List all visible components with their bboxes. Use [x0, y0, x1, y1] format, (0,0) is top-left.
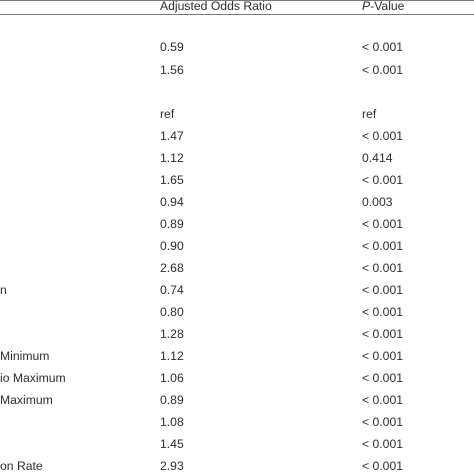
row-label: Maximum — [0, 393, 53, 407]
row-odds-ratio: 1.08 — [160, 415, 184, 429]
row-p-value: < 0.001 — [362, 305, 404, 319]
table-row — [0, 258, 474, 278]
table-row — [0, 390, 474, 410]
row-odds-ratio: ref — [160, 107, 175, 121]
row-odds-ratio: 0.59 — [160, 40, 184, 54]
row-p-value: < 0.001 — [362, 393, 404, 407]
header-p-value — [362, 0, 404, 13]
row-p-value: < 0.001 — [362, 40, 404, 54]
row-label: io Maximum — [0, 371, 66, 385]
table-row — [0, 456, 474, 474]
row-odds-ratio: 2.93 — [160, 459, 184, 473]
table-row — [0, 37, 474, 57]
row-p-value: < 0.001 — [362, 371, 404, 385]
table-row — [0, 214, 474, 234]
table-row — [0, 368, 474, 388]
row-p-value: < 0.001 — [362, 217, 404, 231]
header-adjusted-odds-ratio: Adjusted Odds Ratio — [160, 0, 272, 13]
row-p-value: 0.414 — [362, 151, 393, 165]
table-row — [0, 302, 474, 322]
row-odds-ratio: 2.68 — [160, 261, 184, 275]
row-p-value: < 0.001 — [362, 173, 404, 187]
row-p-value: < 0.001 — [362, 415, 404, 429]
header-rule — [0, 14, 474, 15]
table-row — [0, 104, 474, 124]
row-odds-ratio: 1.12 — [160, 349, 184, 363]
row-p-value: < 0.001 — [362, 283, 404, 297]
table-row — [0, 126, 474, 146]
row-odds-ratio: 1.56 — [160, 63, 184, 77]
row-label: Minimum — [0, 349, 50, 363]
row-p-value: ref — [362, 107, 377, 121]
row-odds-ratio: 0.89 — [160, 217, 184, 231]
table-row — [0, 192, 474, 212]
row-p-value: < 0.001 — [362, 437, 404, 451]
row-odds-ratio: 1.28 — [160, 327, 184, 341]
header-p-italic: P — [362, 0, 371, 13]
table-row — [0, 324, 474, 344]
row-odds-ratio: 0.80 — [160, 305, 184, 319]
table-row — [0, 236, 474, 256]
table-row — [0, 148, 474, 168]
row-p-value: < 0.001 — [362, 239, 404, 253]
header-p-rest: -Value — [370, 0, 405, 13]
row-p-value: < 0.001 — [362, 129, 404, 143]
row-label: on Rate — [0, 459, 43, 473]
row-odds-ratio: 1.45 — [160, 437, 184, 451]
row-odds-ratio: 1.47 — [160, 129, 184, 143]
row-p-value: < 0.001 — [362, 327, 404, 341]
table-row — [0, 412, 474, 432]
row-p-value: < 0.001 — [362, 63, 404, 77]
row-odds-ratio: 0.90 — [160, 239, 184, 253]
table-row — [0, 60, 474, 80]
table-row — [0, 280, 474, 300]
row-p-value: < 0.001 — [362, 349, 404, 363]
row-p-value: < 0.001 — [362, 261, 404, 275]
row-p-value: 0.003 — [362, 195, 393, 209]
row-odds-ratio: 0.74 — [160, 283, 184, 297]
table-row — [0, 346, 474, 366]
table-row — [0, 434, 474, 454]
row-odds-ratio: 0.94 — [160, 195, 184, 209]
row-odds-ratio: 0.89 — [160, 393, 184, 407]
table-row — [0, 170, 474, 190]
row-label: n — [0, 283, 7, 297]
row-p-value: < 0.001 — [362, 459, 404, 473]
row-odds-ratio: 1.65 — [160, 173, 184, 187]
row-odds-ratio: 1.06 — [160, 371, 184, 385]
row-odds-ratio: 1.12 — [160, 151, 184, 165]
